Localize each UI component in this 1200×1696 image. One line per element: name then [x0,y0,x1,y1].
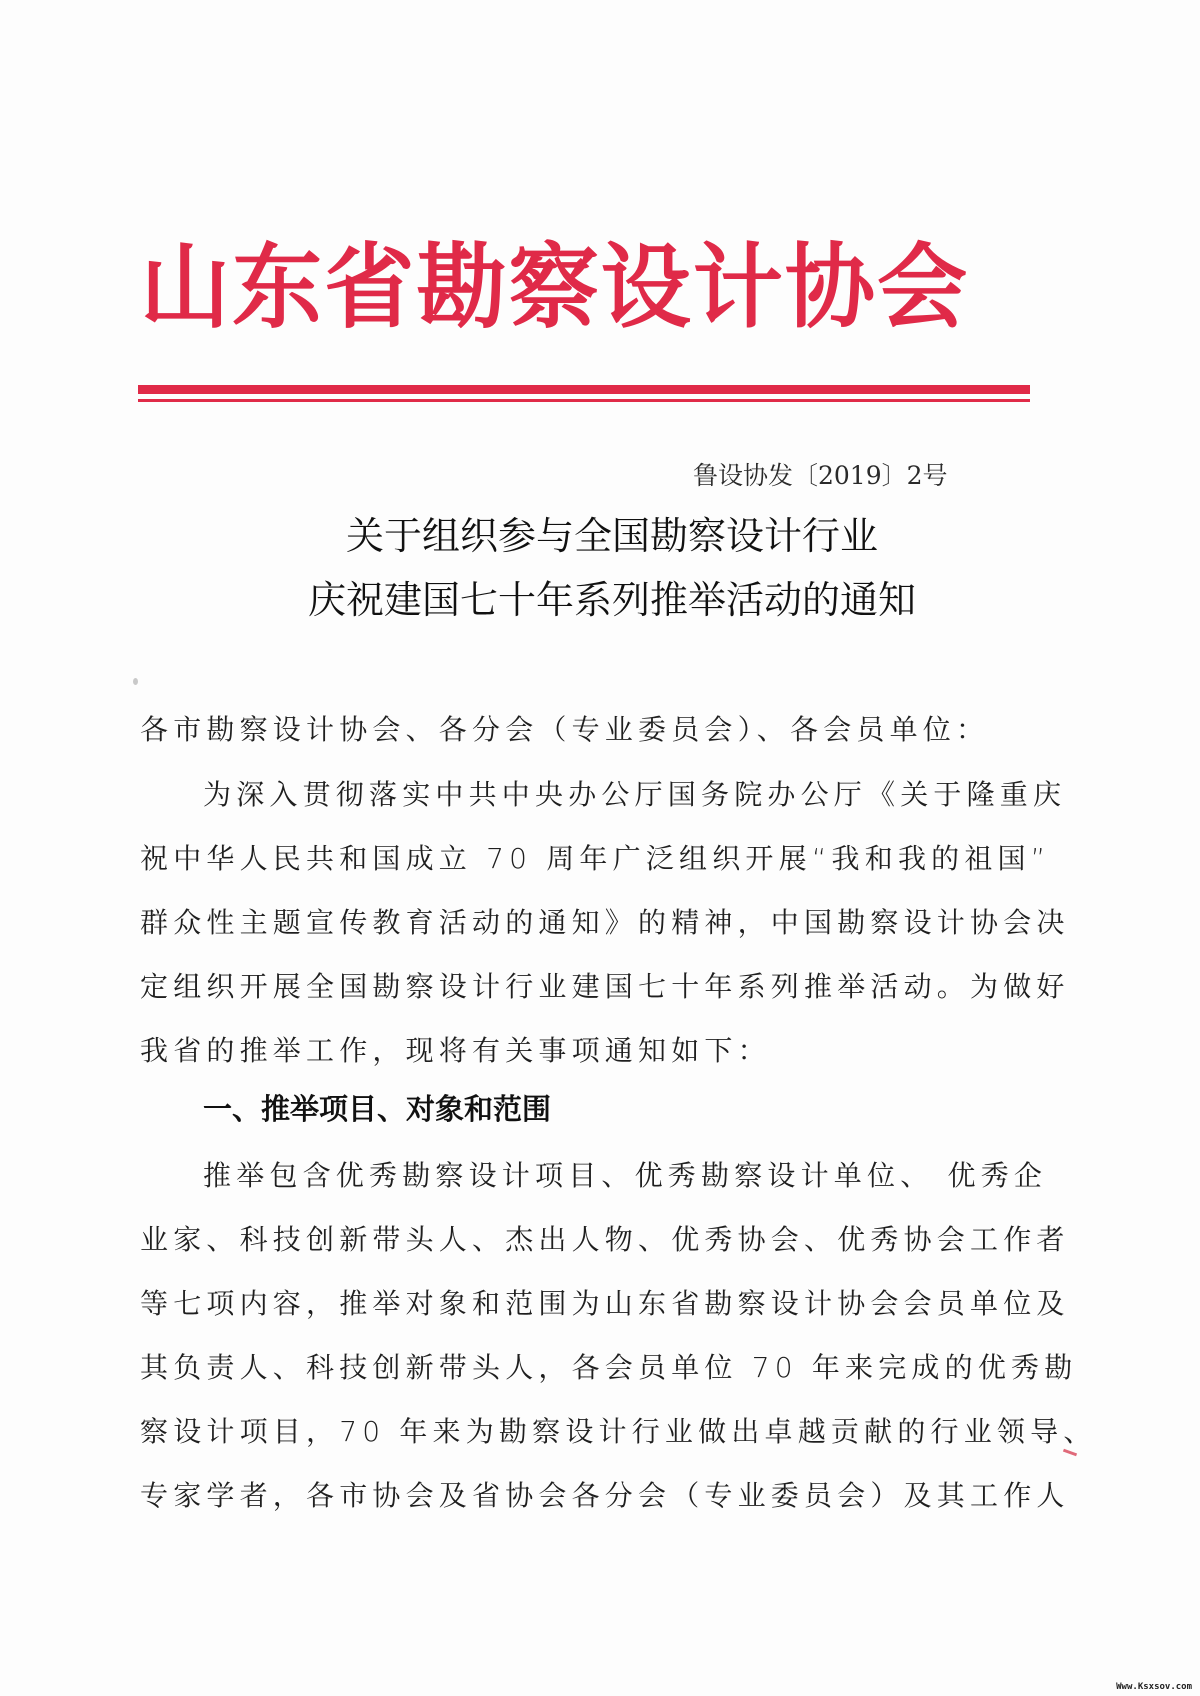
section-line: 察设计项目，70 年来为勘察设计行业做出卓越贡献的行业领导、 [140,1415,1097,1448]
section-heading: 一、推举项目、对象和范围 [203,1092,552,1126]
masthead-org-name: 山东省勘察设计协会 [140,234,970,341]
watermark: Www.Ksxsov.com [1116,1682,1192,1692]
intro-line: 祝中华人民共和国成立 70 周年广泛组织开展“我和我的祖国” [140,842,1051,875]
masthead-rule-thin [138,399,1030,402]
section-line: 等七项内容，推举对象和范围为山东省勘察设计协会会员单位及 [140,1287,1070,1320]
intro-line: 我省的推举工作，现将有关事项通知如下： [140,1034,771,1067]
section-line: 其负责人、科技创新带头人，各会员单位 70 年来完成的优秀勘 [140,1351,1078,1384]
section-line: 业家、科技创新带头人、杰出人物、优秀协会、优秀协会工作者 [140,1223,1070,1256]
intro-line: 群众性主题宣传教育活动的通知》的精神，中国勘察设计协会决 [140,906,1070,939]
masthead-rule-thick [138,385,1030,394]
document-title-line-2: 庆祝建国七十年系列推举活动的通知 [307,578,916,622]
section-line: 专家学者，各市协会及省协会各分会（专业委员会）及其工作人 [140,1479,1070,1512]
document-title-line-1: 关于组织参与全国勘察设计行业 [345,514,878,558]
scan-speck [133,678,138,685]
intro-line: 为深入贯彻落实中共中央办公厅国务院办公厅《关于隆重庆 [203,778,1067,811]
intro-line: 定组织开展全国勘察设计行业建国七十年系列推举活动。为做好 [140,970,1070,1003]
scan-red-mark [1063,1449,1077,1457]
document-number: 鲁设协发〔2019〕2号 [693,461,948,490]
section-line: 推举包含优秀勘察设计项目、优秀勘察设计单位、 优秀企 [203,1159,1048,1192]
salutation: 各市勘察设计协会、各分会（专业委员会）、各会员单位： [140,713,990,746]
